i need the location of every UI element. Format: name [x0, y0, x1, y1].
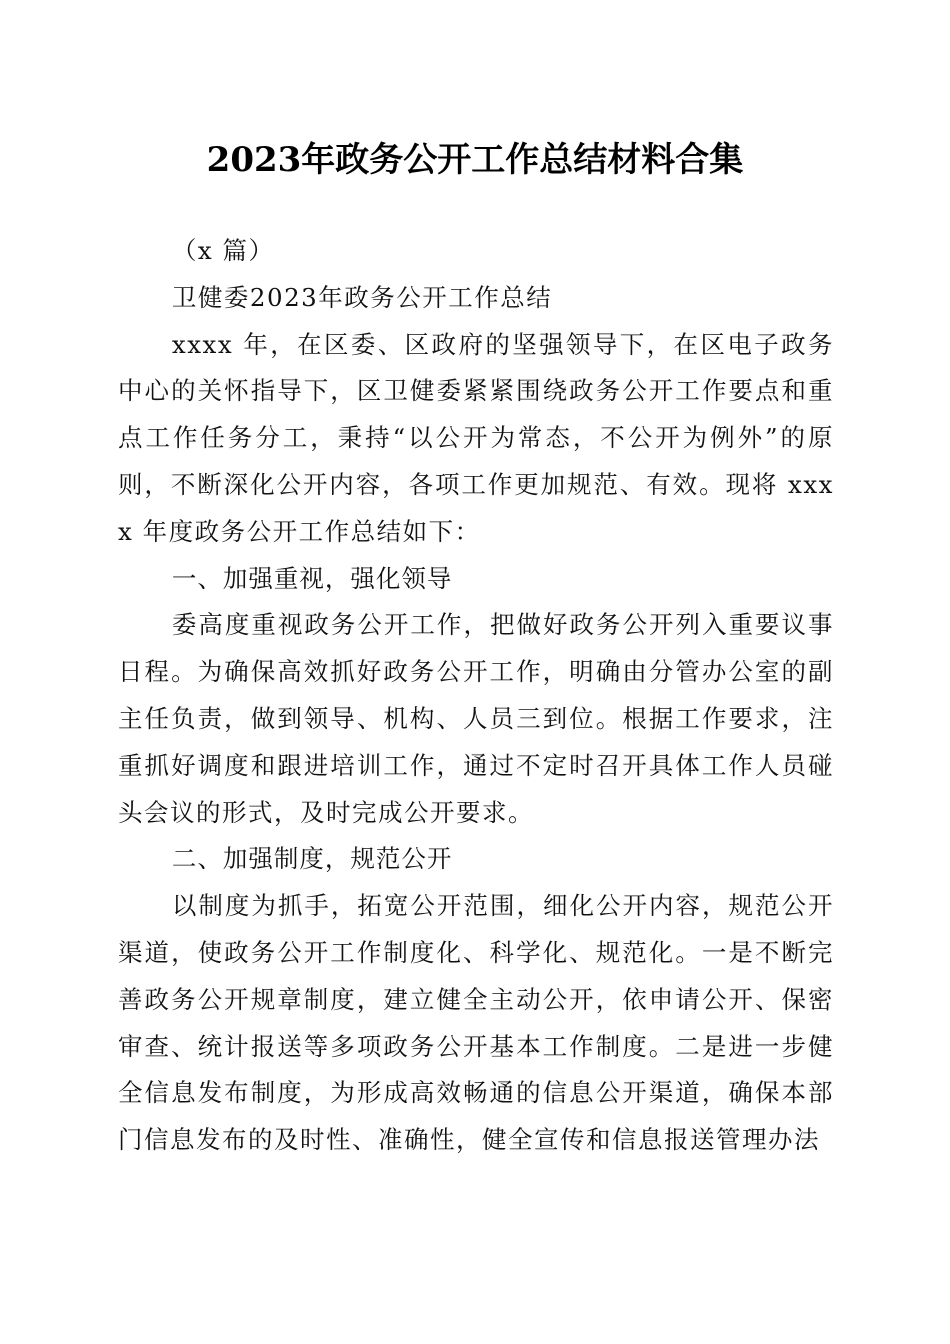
section-paragraph: 委高度重视政务公开工作，把做好政务公开列入重要议事日程。为确保高效抓好政务公开工作，明确由分管办公室的副主任负责，做到领导、机构、人员三到位。根据工作要求，注重抓好调度和跟进培训工作，通过不定时召开具体工作人员碰头会议的形式，及时完成公开要求。 — [118, 610, 834, 827]
document-body — [118, 228, 834, 1164]
intro-paragraph: xxxx 年，在区委、区政府的坚强领导下，在区电子政务中心的关怀指导下，区卫健委紧紧围绕政务公开工作要点和重点工作任务分工，秉持“以公开为常态，不公开为例外”的原则，不断深化公开内容，各项工作更加规范、有效。现将 xxxx 年度政务公开工作总结如下： — [118, 329, 834, 546]
section-heading: 二、加强制度，规范公开 — [171, 844, 453, 874]
article-subtitle: 卫健委2023年政务公开工作总结 — [171, 282, 553, 312]
count-note: （x 篇） — [171, 236, 275, 265]
document-title: 2023年政务公开工作总结材料合集 — [206, 140, 744, 180]
section-paragraph: 以制度为抓手，拓宽公开范围，细化公开内容，规范公开渠道，使政务公开工作制度化、科学化、规范化。一是不断完善政务公开规章制度，建立健全主动公开，依申请公开、保密审查、统计报送等多项政务公开基本工作制度。二是进一步健全信息发布制度，为形成高效畅通的信息公开渠道，确保本部门信息发布的及时性、准确性，健全宣传和信息报送管理办法 — [118, 891, 834, 1155]
section-heading: 一、加强重视，强化领导 — [171, 563, 453, 593]
